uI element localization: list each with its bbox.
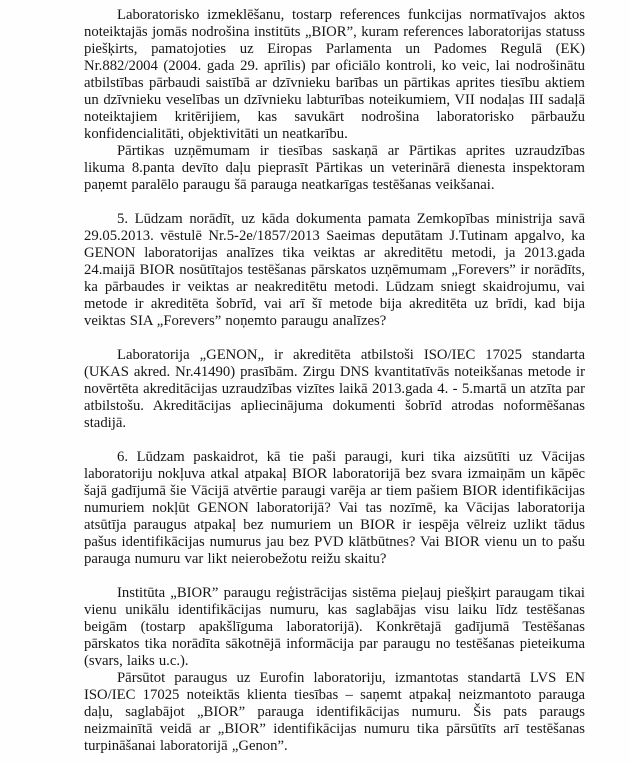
paragraph-question-5: 5. Lūdzam norādīt, uz kāda dokumenta pamata Zemkopības ministrija savā 29.05.2013. vēstulē Nr.5-2e/1857/2013 Saeimas deputātam J.Tutinam apgalvo, ka GENON laboratorijas analīzes tika veiktas ar akreditētu metodi, ja 2013.gada 24.maijā BIOR nosūtītajos testēšanas pārskatos uzņēmumam „Forevers” ir norādīts, ka pārbaudes ir veiktas ar neakreditētu metodi. Lūdzam sniegt skaidrojumu, vai metode ir akreditēta šobrīd, vai arī šī metode bija akreditēta uz brīdi, kad bija veiktas SIA „Forevers” noņemto paraugu analīzes? — [84, 211, 585, 329]
paragraph-genon-accreditation: Laboratorija „GENON„ ir akreditēta atbilstoši ISO/IEC 17025 standarta (UKAS akred. Nr.41490) prasībām. Zirgu DNS kvantitatīvās noteikšanas metode ir novērtēta akreditācijas uzraudzības vizītes laikā 2013.gada 4. - 5.martā un atzīta par atbilstošu. Akreditācijas apliecinājuma dokumenti šobrīd atrodas noformēšanas stadijā. — [84, 347, 585, 431]
paragraph-question-6: 6. Lūdzam paskaidrot, kā tie paši paraugi, kuri tika aizsūtīti uz Vācijas laboratoriju nokļuva atkal atpakaļ BIOR laboratorijā bez svara izmaiņām un kāpēc šajā gadījumā šie Vācijā atvērtie paraugi varēja ar tiem pašiem BIOR identifikācijas numuriem nokļūt GENON laboratorijā? Vai tas nozīmē, ka Vācijas laboratorija atsūtīja paraugus atpakaļ bez numuriem un BIOR ir iespēja vēlreiz uzlikt tādus pašus identifikācijas numurus jau bez PVD klātbūtnes? Vai BIOR vienu un to pašu parauga numuru var likt neierobežotu reižu skaitu? — [84, 449, 585, 567]
paragraph-bior-registration-system: Institūta „BIOR” paraugu reģistrācijas sistēma pieļauj piešķirt paraugam tikai vienu unikālu identifikācijas numuru, kas saglabājas visu laiku līdz testēšanas beigām (tostarp apakšlīguma laboratorijā). Konkrētajā gadījumā Testēšanas pārskatos tika norādīta sākotnējā informācija par paraugu no testēšanas pieteikuma (svars, laiks u.c.). — [84, 585, 585, 669]
paragraph-food-company-rights: Pārtikas uzņēmumam ir tiesības saskaņā ar Pārtikas aprites uzraudzības likuma 8.panta devīto daļu pieprasīt Pārtikas un veterinārā dienesta inspektoram paņemt paralēlo paraugu šā parauga neatkarīgas testēšanas veikšanai. — [84, 143, 585, 193]
paragraph-eurofin-forwarding: Pārsūtot paraugus uz Eurofin laboratoriju, izmantotas standartā LVS EN ISO/IEC 17025 noteiktās klienta tiesības – saņemt atpakaļ neizmantoto parauga daļu, saglabājot „BIOR” parauga identifikācijas numuru. Šis pats paraugs neizmainītā veidā ar „BIOR” identifikācijas numuru tika pārsūtīts arī testēšanas turpināšanai laboratorijā „Genon”. — [84, 670, 585, 754]
paragraph-references-function: Laboratorisko izmeklēšanu, tostarp references funkcijas normatīvajos aktos noteiktajās jomās nodrošina institūts „BIOR”, kuram references laboratorijas statuss piešķirts, pamatojoties uz Eiropas Parlamenta un Padomes Regulā (EK) Nr.882/2004 (2004. gada 29. aprīlis) par oficiālo kontroli, ko veic, lai nodrošinātu atbilstības pārbaudi saistībā ar dzīvnieku barības un pārtikas aprites tiesību aktiem un dzīvnieku veselības un dzīvnieku labturības noteikumiem, VII nodaļas III sadaļā noteiktajiem kritērijiem, kas savukārt nodrošina laboratorisko pārbaužu konfidencialitāti, objektivitāti un neatkarību. — [84, 7, 585, 142]
